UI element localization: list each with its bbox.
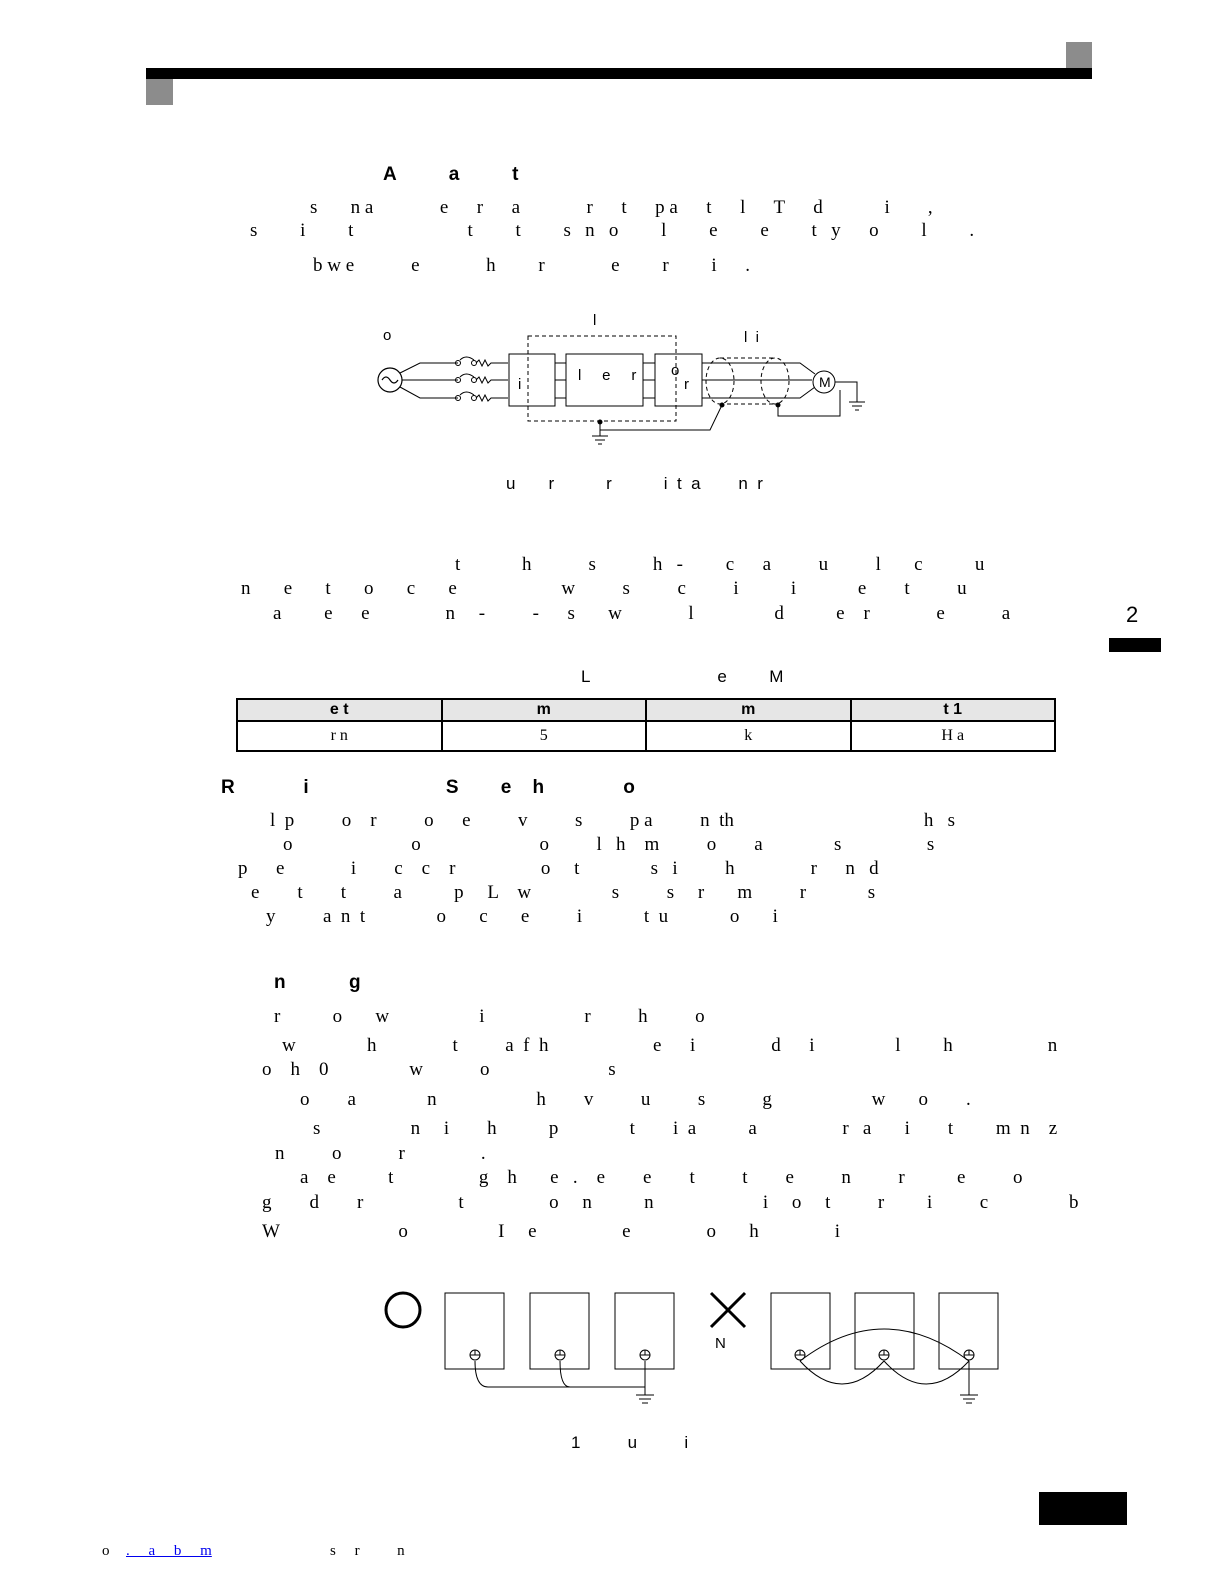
figure-label-top: l <box>593 312 597 329</box>
table-cell: 5 <box>442 721 647 751</box>
paragraph-line: y a n t o c e i t u o i <box>266 906 778 927</box>
chapter-tab-bar <box>1109 638 1161 652</box>
paragraph-line: b w e e h r e r i . <box>313 255 750 276</box>
list-item: o a n h v u s g w o . <box>300 1089 971 1110</box>
paragraph-line: t h s h - c a u l c u <box>455 554 985 575</box>
list-item: W o I e e o h i <box>262 1221 841 1242</box>
table-header-cell: e t <box>237 699 442 721</box>
good-mark-icon <box>386 1293 420 1327</box>
table-row <box>237 721 1055 751</box>
section-heading: n g <box>274 972 361 993</box>
paragraph-line: a e e n - - s w l d e r e a <box>273 603 1011 624</box>
figure-label-right: l i <box>744 329 759 346</box>
list-item: s n i h p t i a a r a i t m n z <box>313 1118 1058 1139</box>
bad-mark-icon <box>711 1293 745 1327</box>
grounding-diagram <box>380 1285 1010 1415</box>
table-cell: k <box>646 721 851 751</box>
list-item: w h t a f h e i d i l h n <box>282 1035 1058 1056</box>
paragraph-line: e t t a p L w s s r m r s <box>251 882 876 903</box>
list-item: n o r . <box>275 1143 486 1164</box>
box-label: l e r <box>578 367 637 384</box>
paragraph-line: l p o r o e v s p a n th h s <box>270 810 956 831</box>
page-number-box <box>1039 1492 1127 1525</box>
paragraph-line: s i t t t s n o l e e t y o l . <box>250 220 975 241</box>
table-cell: H a <box>851 721 1056 751</box>
table-header-cell: m <box>646 699 851 721</box>
footer-text: o <box>102 1543 110 1559</box>
box-label: r <box>684 376 689 393</box>
list-item: a e t g h e . e e t t e n r e o <box>300 1167 1023 1188</box>
footer-link[interactable]: . a b m <box>126 1543 212 1559</box>
table-header-row <box>237 699 1055 721</box>
footer-text: s r n <box>330 1543 405 1559</box>
section-heading: R i S e h o <box>221 777 635 798</box>
header-rule <box>146 68 1092 79</box>
table-header-cell: t 1 <box>851 699 1056 721</box>
spec-table <box>236 698 1056 752</box>
paragraph-line: o o o l h m o a s s <box>283 834 935 855</box>
figure-caption: 1 u i <box>571 1433 689 1452</box>
box-label: i <box>518 376 522 393</box>
list-item: r o w i r h o <box>274 1006 705 1027</box>
header-square-right <box>1066 42 1092 68</box>
header-square-left <box>146 79 173 105</box>
section-heading: A a t <box>383 164 519 185</box>
paragraph-line: p e i c c r o t s i h r n d <box>238 858 879 879</box>
chapter-number: 2 <box>1126 602 1139 627</box>
table-cell: r n <box>237 721 442 751</box>
figure-caption: u r r i t a n r <box>506 474 763 493</box>
list-item: o h 0 w o s <box>262 1059 616 1080</box>
motor-label: M <box>819 374 831 390</box>
wiring-diagram <box>370 310 880 460</box>
paragraph-line: n e t o c e w s c i i e t u <box>241 578 967 599</box>
box-label: o <box>671 362 680 379</box>
paragraph-line: s n a e r a r t p a t l T d i , <box>310 197 933 218</box>
table-title: L e M <box>581 667 784 686</box>
table-header-cell: m <box>442 699 647 721</box>
list-item: g d r t o n n i o t r i c b <box>262 1192 1079 1213</box>
figure-label-left: o <box>383 327 392 344</box>
figure-note: N <box>715 1335 726 1352</box>
